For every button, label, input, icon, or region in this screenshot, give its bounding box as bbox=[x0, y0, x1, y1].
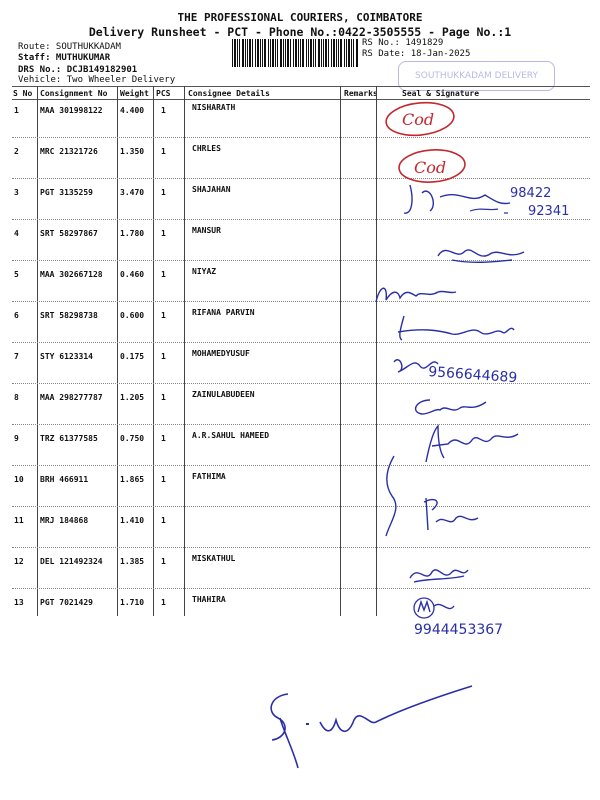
row-consignee: MANSUR bbox=[192, 226, 221, 235]
barcode-bar bbox=[234, 39, 236, 67]
row-weight: 1.205 bbox=[120, 393, 145, 402]
row-pcs: 1 bbox=[161, 393, 166, 402]
row-weight: 1.350 bbox=[120, 147, 145, 156]
barcode-bar bbox=[321, 39, 322, 67]
col-pcs: PCS bbox=[156, 89, 171, 98]
barcode-bar bbox=[310, 39, 312, 67]
row-sno: 13 bbox=[14, 598, 24, 607]
barcode-bar bbox=[318, 39, 320, 67]
row-consignment: STY 6123314 bbox=[40, 352, 93, 361]
barcode-bar bbox=[249, 39, 251, 67]
cod-mark-row1 bbox=[380, 98, 460, 140]
row-sno: 11 bbox=[14, 516, 24, 525]
signature-row7 bbox=[388, 348, 578, 387]
row-pcs: 1 bbox=[161, 352, 166, 361]
barcode-bar bbox=[272, 39, 274, 67]
row-consignee: CHRLES bbox=[192, 144, 221, 153]
row-pcs: 1 bbox=[161, 557, 166, 566]
col-remarks: Remarks bbox=[344, 89, 378, 98]
signature-row3 bbox=[400, 175, 590, 225]
row-divider bbox=[12, 506, 590, 507]
vline-3 bbox=[153, 86, 154, 616]
barcode-bar bbox=[255, 39, 256, 67]
barcode-bar bbox=[257, 39, 259, 67]
row-pcs: 1 bbox=[161, 229, 166, 238]
row-weight: 1.410 bbox=[120, 516, 145, 525]
signature-row10-11 bbox=[380, 452, 490, 542]
stamp-text: SOUTHUKKADAM DELIVERY bbox=[415, 71, 538, 81]
col-consignment: Consignment No bbox=[40, 89, 108, 98]
barcode-bar bbox=[346, 39, 347, 67]
row-divider bbox=[12, 137, 590, 138]
barcode-bar bbox=[275, 39, 276, 67]
row-weight: 0.460 bbox=[120, 270, 145, 279]
row-sno: 5 bbox=[14, 270, 19, 279]
barcode-bar bbox=[302, 39, 304, 67]
row-sno: 4 bbox=[14, 229, 19, 238]
staff-label: Staff: MUTHUKUMAR bbox=[18, 53, 111, 63]
vline-1 bbox=[37, 86, 38, 616]
row-pcs: 1 bbox=[161, 270, 166, 279]
vehicle-label: Vehicle: Two Wheeler Delivery bbox=[18, 75, 176, 85]
row-pcs: 1 bbox=[161, 188, 166, 197]
barcode-bar bbox=[290, 39, 291, 67]
row-divider bbox=[12, 301, 590, 302]
row-consignee: SHAJAHAN bbox=[192, 185, 231, 194]
barcode-bar bbox=[348, 39, 350, 67]
row-weight: 4.400 bbox=[120, 106, 145, 115]
row-sno: 2 bbox=[14, 147, 19, 156]
barcode-bar bbox=[351, 39, 352, 67]
runsheet-subtitle: Delivery Runsheet - PCT - Phone No.:0422-3505555 - Page No.:1 bbox=[88, 25, 512, 39]
row-consignment: SRT 58298738 bbox=[40, 311, 98, 320]
cod-text: Cod bbox=[402, 110, 435, 129]
row-weight: 1.385 bbox=[120, 557, 145, 566]
barcode-bar bbox=[260, 39, 261, 67]
rs-date: RS Date: 18-Jan-2025 bbox=[362, 49, 471, 59]
row-consignee: RIFANA PARVIN bbox=[192, 308, 255, 317]
signature-row6 bbox=[392, 310, 522, 346]
barcode-bar bbox=[336, 39, 337, 67]
row-pcs: 1 bbox=[161, 516, 166, 525]
row-sno: 10 bbox=[14, 475, 24, 484]
row-weight: 1.780 bbox=[120, 229, 145, 238]
barcode-bar bbox=[338, 39, 339, 67]
row-weight: 0.600 bbox=[120, 311, 145, 320]
row-consignee: THAHIRA bbox=[192, 595, 226, 604]
rs-number: RS No.: 1491829 bbox=[362, 38, 444, 48]
barcode-bar bbox=[280, 39, 282, 67]
row-consignment: PGT 3135259 bbox=[40, 188, 93, 197]
barcode-bar bbox=[242, 39, 244, 67]
row-divider bbox=[12, 588, 590, 589]
phone-row7: 9566644689 bbox=[427, 364, 518, 387]
drs-number: DRS No.: DCJB149182901 bbox=[18, 65, 138, 75]
row-consignee: A.R.SAHUL HAMEED bbox=[192, 431, 270, 440]
row-weight: 1.710 bbox=[120, 598, 145, 607]
barcode-bar bbox=[239, 39, 240, 67]
row-pcs: 1 bbox=[161, 598, 166, 607]
row-weight: 0.175 bbox=[120, 352, 145, 361]
table-top-line bbox=[12, 86, 590, 87]
vline-2 bbox=[117, 86, 118, 616]
route-label: Route: SOUTHUKKADAM bbox=[18, 42, 121, 52]
row-pcs: 1 bbox=[161, 311, 166, 320]
row-pcs: 1 bbox=[161, 106, 166, 115]
row-weight: 1.865 bbox=[120, 475, 145, 484]
barcode-bar bbox=[333, 39, 335, 67]
row-sno: 3 bbox=[14, 188, 19, 197]
table-header-line bbox=[12, 99, 590, 100]
signature-row13 bbox=[410, 594, 570, 640]
barcode-bar bbox=[308, 39, 309, 67]
barcode-bar bbox=[232, 39, 233, 67]
row-sno: 1 bbox=[14, 106, 19, 115]
vline-6 bbox=[376, 86, 377, 616]
barcode-bar bbox=[300, 39, 301, 67]
barcode-bar bbox=[340, 39, 342, 67]
barcode-bar bbox=[247, 39, 248, 67]
row-consignment: MRC 21321726 bbox=[40, 147, 98, 156]
barcode-bar bbox=[344, 39, 345, 67]
row-sno: 8 bbox=[14, 393, 19, 402]
row-consignee: MOHAMEDYUSUF bbox=[192, 349, 250, 358]
barcode-bar bbox=[323, 39, 324, 67]
row-consignment: MAA 301998122 bbox=[40, 106, 103, 115]
barcode-bar bbox=[262, 39, 263, 67]
col-weight: Weight bbox=[120, 89, 149, 98]
signature-row5 bbox=[372, 278, 462, 312]
signature-row8 bbox=[406, 392, 496, 420]
row-consignment: TRZ 61377585 bbox=[40, 434, 98, 443]
row-consignee: FATHIMA bbox=[192, 472, 226, 481]
vline-4 bbox=[184, 86, 185, 616]
row-sno: 9 bbox=[14, 434, 19, 443]
row-consignment: BRH 466911 bbox=[40, 475, 89, 484]
row-pcs: 1 bbox=[161, 147, 166, 156]
barcode-bar bbox=[315, 39, 316, 67]
row-consignee: MISKATHUL bbox=[192, 554, 236, 563]
row-consignee: ZAINULABUDEEN bbox=[192, 390, 255, 399]
barcode-bar bbox=[264, 39, 266, 67]
row-divider bbox=[12, 547, 590, 548]
row-sno: 7 bbox=[14, 352, 19, 361]
row-consignment: SRT 58297867 bbox=[40, 229, 98, 238]
barcode-bar bbox=[285, 39, 286, 67]
barcode-bar bbox=[325, 39, 327, 67]
row-pcs: 1 bbox=[161, 434, 166, 443]
row-consignee: NISHARATH bbox=[192, 103, 236, 112]
col-consignee: Consignee Details bbox=[188, 89, 270, 98]
barcode-bar bbox=[287, 39, 289, 67]
row-pcs: 1 bbox=[161, 475, 166, 484]
company-title: THE PROFESSIONAL COURIERS, COIMBATORE bbox=[177, 11, 423, 24]
barcode-bar bbox=[283, 39, 284, 67]
barcode-bar bbox=[268, 39, 269, 67]
cod-text: Cod bbox=[414, 158, 447, 177]
barcode-bar bbox=[245, 39, 246, 67]
row-consignee: NIYAZ bbox=[192, 267, 217, 276]
signature-row12 bbox=[404, 558, 474, 588]
row-sno: 12 bbox=[14, 557, 24, 566]
row-consignment: DEL 121492324 bbox=[40, 557, 103, 566]
barcode-bar bbox=[252, 39, 253, 67]
row-consignment: MAA 302667128 bbox=[40, 270, 103, 279]
barcode-bar bbox=[237, 39, 238, 67]
barcode-bar bbox=[277, 39, 278, 67]
barcode-bar bbox=[293, 39, 294, 67]
phone-row13: 9944453367 bbox=[414, 622, 504, 638]
phone-line-2: 92341 bbox=[528, 204, 570, 219]
barcode-bar bbox=[270, 39, 271, 67]
row-consignment: PGT 7021429 bbox=[40, 598, 93, 607]
row-sno: 6 bbox=[14, 311, 19, 320]
barcode-bar bbox=[306, 39, 307, 67]
barcode-bar bbox=[295, 39, 297, 67]
phone-line-1: 98422 bbox=[510, 186, 552, 201]
barcode bbox=[232, 39, 360, 67]
row-consignment: MRJ 184868 bbox=[40, 516, 89, 525]
vline-5 bbox=[340, 86, 341, 616]
signature-row4 bbox=[432, 238, 532, 268]
col-seal: Seal & Signature bbox=[402, 89, 480, 98]
row-consignment: MAA 298277787 bbox=[40, 393, 103, 402]
staff-signature bbox=[250, 682, 490, 772]
barcode-bar bbox=[328, 39, 329, 67]
barcode-bar bbox=[353, 39, 354, 67]
barcode-bar bbox=[356, 39, 358, 67]
barcode-bar bbox=[298, 39, 299, 67]
barcode-bar bbox=[313, 39, 314, 67]
col-sno: S No bbox=[13, 89, 33, 98]
barcode-bar bbox=[331, 39, 332, 67]
row-weight: 0.750 bbox=[120, 434, 145, 443]
row-weight: 3.470 bbox=[120, 188, 145, 197]
